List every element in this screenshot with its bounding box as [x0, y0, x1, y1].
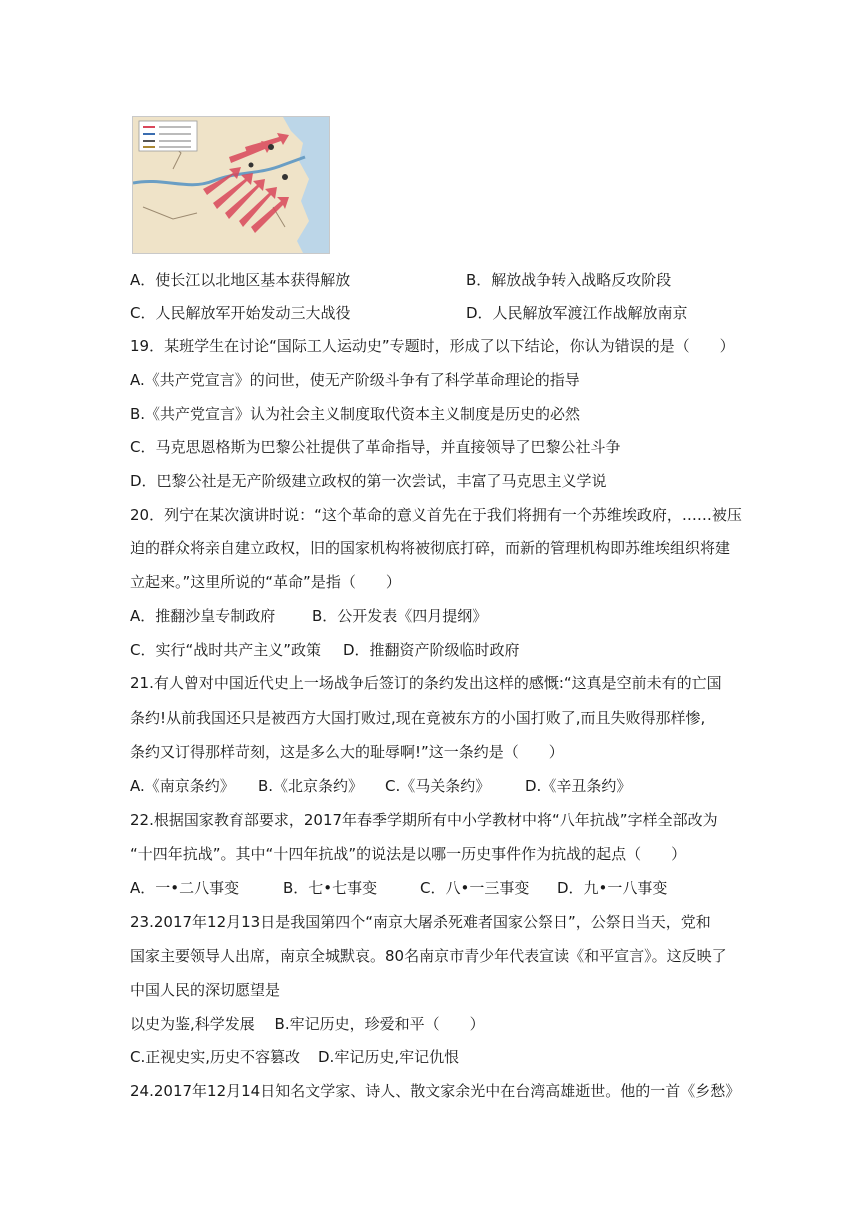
q20-stem-line-1: 20．列宁在某次演讲时说：“这个革命的意义首先在于我们将拥有一个苏维埃政府，……被压: [130, 506, 742, 524]
campaign-map-image: [132, 116, 330, 254]
campaign-map-figure: [133, 117, 329, 253]
q23-stem-line-1: 23.2017年12月13日是我国第四个“南京大屠杀死难者国家公祭日”，公祭日当天，党和: [130, 913, 711, 931]
q18-option-b: B．解放战争转入战略反攻阶段: [466, 271, 672, 289]
q22-option-b: B．七•七事变: [283, 879, 378, 897]
q20-stem-line-3: 立起来。”这里所说的“革命”是指（ ）: [130, 573, 401, 591]
q21-stem-line-2: 条约!从前我国还只是被西方大国打败过,现在竟被东方的小国打败了,而且失败得那样惨,: [130, 709, 706, 727]
q21-stem-line-3: 条约又订得那样苛刻，这是多么大的耻辱啊!”这一条约是（ ）: [130, 743, 564, 761]
q21-option-b: B.《北京条约》: [258, 777, 364, 795]
q22-stem-line-1: 22.根据国家教育部要求，2017年春季学期所有中小学教材中将“八年抗战”字样全部改为: [130, 811, 718, 829]
q21-option-a: A.《南京条约》: [130, 777, 235, 795]
q22-stem-line-2: “十四年抗战”。其中“十四年抗战”的说法是以哪一历史事件作为抗战的起点（ ）: [130, 845, 687, 863]
q18-option-c: C．人民解放军开始发动三大战役: [130, 304, 351, 322]
q19-option-c: C．马克思恩格斯为巴黎公社提供了革命指导，并直接领导了巴黎公社斗争: [130, 438, 621, 456]
q23-option-d: D.牢记历史,牢记仇恨: [318, 1048, 460, 1066]
q23-stem-line-2: 国家主要领导人出席，南京全城默哀。80名南京市青少年代表宣读《和平宣言》。这反映了: [130, 947, 727, 965]
q22-option-c: C．八•一三事变: [420, 879, 530, 897]
q22-option-d: D．九•一八事变: [557, 879, 668, 897]
q20-option-c: C．实行“战时共产主义”政策: [130, 641, 322, 659]
q23-stem-line-3: 中国人民的深切愿望是: [130, 981, 281, 999]
q18-option-a: A．使长江以北地区基本获得解放: [130, 271, 351, 289]
q20-stem-line-2: 迫的群众将亲自建立政权，旧的国家机构将被彻底打碎，而新的管理机构即苏维埃组织将建: [130, 539, 731, 557]
q19-option-d: D．巴黎公社是无产阶级建立政权的第一次尝试，丰富了马克思主义学说: [130, 472, 607, 490]
q19-option-b: B.《共产党宣言》认为社会主义制度取代资本主义制度是历史的必然: [130, 405, 581, 423]
q21-option-c: C.《马关条约》: [385, 777, 491, 795]
q23-option-c: C.正视史实,历史不容篡改: [130, 1048, 301, 1066]
q19-option-a: A.《共产党宣言》的问世，使无产阶级斗争有了科学革命理论的指导: [130, 371, 580, 389]
q20-option-a: A．推翻沙皇专制政府: [130, 607, 276, 625]
q20-option-d: D．推翻资产阶级临时政府: [343, 641, 520, 659]
q21-stem-line-1: 21.有人曾对中国近代史上一场战争后签订的条约发出这样的感慨:“这真是空前未有的亡国: [130, 674, 722, 692]
q19-stem: 19．某班学生在讨论“国际工人运动史”专题时，形成了以下结论，你认为错误的是（ ）: [130, 337, 735, 355]
q23-option-a-b: 以史为鉴,科学发展 B.牢记历史，珍爱和平（ ）: [130, 1015, 485, 1033]
q22-option-a: A．一•二八事变: [130, 879, 240, 897]
q20-option-b: B．公开发表《四月提纲》: [312, 607, 488, 625]
q21-option-d: D.《辛丑条约》: [525, 777, 632, 795]
q18-option-d: D．人民解放军渡江作战解放南京: [466, 304, 688, 322]
q24-stem-line-1: 24.2017年12月14日知名文学家、诗人、散文家余光中在台湾高雄逝世。他的一首《乡愁》: [130, 1082, 741, 1100]
